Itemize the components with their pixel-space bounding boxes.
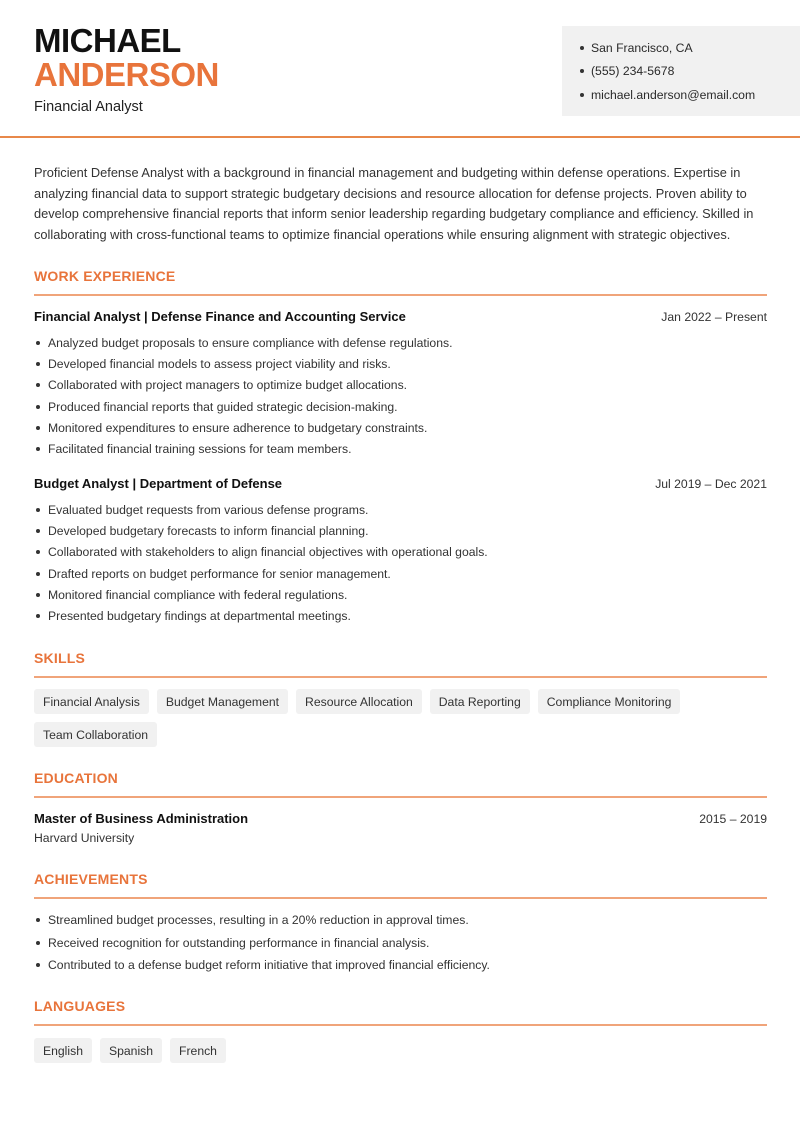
section-divider bbox=[34, 1024, 767, 1026]
job-header bbox=[34, 476, 767, 491]
last-name: ANDERSON bbox=[34, 56, 219, 93]
list-item bbox=[34, 499, 767, 520]
section-divider bbox=[34, 796, 767, 798]
email-text[interactable]: michael.anderson@email.com bbox=[591, 87, 756, 102]
job-heading: Financial Analyst | Defense Finance and Accounting Service bbox=[34, 309, 406, 324]
language-chip: French bbox=[170, 1038, 226, 1063]
list-item bbox=[34, 332, 767, 353]
achievement-text: Contributed to a defense budget reform initiative that improved financial efficiency. bbox=[48, 958, 490, 973]
bullet-text: Collaborated with stakeholders to align financial objectives with operational goals. bbox=[48, 545, 488, 560]
summary-paragraph: Proficient Defense Analyst with a background in financial management and budgeting within defense operations. Expertise in analyzing financial data to support strategic budgetary decisions and resource allocation for defense projects. Proven ability to develop comprehensive financial reports that inform senior leadership regarding budgetary compliance and efficiency. Skilled in collaborating with cross-functional teams to optimize financial operations while ensuring alignment with strategic objectives. bbox=[34, 165, 754, 242]
contact-phone bbox=[580, 60, 800, 84]
skill-chip: Financial Analysis bbox=[34, 689, 149, 714]
bullet-icon bbox=[36, 941, 40, 945]
phone-text: (555) 234-5678 bbox=[591, 64, 675, 79]
bullet-text: Developed budgetary forecasts to inform financial planning. bbox=[48, 523, 369, 538]
job-dates: Jan 2022 – Present bbox=[661, 309, 767, 324]
bullet-icon bbox=[36, 508, 40, 512]
skill-chip: Resource Allocation bbox=[296, 689, 422, 714]
bullet-icon bbox=[36, 362, 40, 366]
bullet-icon bbox=[36, 383, 40, 387]
contact-location bbox=[580, 36, 800, 60]
achievements-list bbox=[34, 909, 767, 977]
bullet-icon bbox=[36, 447, 40, 451]
skill-chip: Budget Management bbox=[157, 689, 288, 714]
bullet-text: Collaborated with project managers to optimize budget allocations. bbox=[48, 378, 408, 393]
bullet-icon bbox=[36, 572, 40, 576]
list-item bbox=[34, 909, 767, 932]
section-title-skills: SKILLS bbox=[34, 650, 85, 666]
bullet-icon bbox=[580, 69, 584, 73]
list-item bbox=[34, 438, 767, 459]
job-title: Financial Analyst bbox=[34, 99, 143, 115]
list-item bbox=[34, 417, 767, 438]
job-header bbox=[34, 309, 767, 324]
bullet-text: Facilitated financial training sessions for team members. bbox=[48, 442, 352, 457]
list-item bbox=[34, 396, 767, 417]
contact-box bbox=[562, 26, 800, 116]
bullet-icon bbox=[36, 918, 40, 922]
bullet-icon bbox=[36, 963, 40, 967]
bullet-icon bbox=[580, 46, 584, 50]
bullet-icon bbox=[36, 593, 40, 597]
bullet-text: Monitored expenditures to ensure adherence to budgetary constraints. bbox=[48, 420, 428, 435]
resume-header bbox=[0, 0, 800, 138]
achievement-text: Received recognition for outstanding performance in financial analysis. bbox=[48, 935, 430, 950]
skills-list bbox=[34, 689, 767, 747]
list-item bbox=[34, 375, 767, 396]
bullet-text: Drafted reports on budget performance for senior management. bbox=[48, 566, 391, 581]
bullet-text: Monitored financial compliance with federal regulations. bbox=[48, 587, 348, 602]
bullet-text: Evaluated budget requests from various defense programs. bbox=[48, 502, 369, 517]
bullet-text: Analyzed budget proposals to ensure compliance with defense regulations. bbox=[48, 335, 453, 350]
list-item bbox=[34, 563, 767, 584]
bullet-text: Developed financial models to assess project viability and risks. bbox=[48, 356, 391, 371]
degree-title: Master of Business Administration bbox=[34, 811, 249, 826]
bullet-text: Produced financial reports that guided strategic decision-making. bbox=[48, 399, 398, 414]
bullet-text: Presented budgetary findings at departmental meetings. bbox=[48, 609, 351, 624]
contact-email[interactable] bbox=[580, 83, 800, 107]
bullet-icon bbox=[36, 529, 40, 533]
section-divider bbox=[34, 294, 767, 296]
first-name: MICHAEL bbox=[34, 22, 181, 59]
section-title-experience: WORK EXPERIENCE bbox=[34, 268, 176, 284]
list-item bbox=[34, 605, 767, 626]
job-heading: Budget Analyst | Department of Defense bbox=[34, 476, 283, 491]
language-chip: English bbox=[34, 1038, 92, 1063]
bullet-icon bbox=[36, 614, 40, 618]
list-item bbox=[34, 542, 767, 563]
section-divider bbox=[34, 676, 767, 678]
list-item bbox=[34, 954, 767, 977]
languages-list bbox=[34, 1038, 767, 1063]
bullet-icon bbox=[36, 341, 40, 345]
education-dates: 2015 – 2019 bbox=[699, 811, 767, 826]
achievement-text: Streamlined budget processes, resulting in a 20% reduction in approval times. bbox=[48, 913, 469, 928]
skill-chip: Data Reporting bbox=[430, 689, 530, 714]
list-item bbox=[34, 932, 767, 955]
location-text: San Francisco, CA bbox=[591, 40, 693, 55]
job-bullets bbox=[34, 499, 767, 627]
language-chip: Spanish bbox=[100, 1038, 162, 1063]
job-bullets bbox=[34, 332, 767, 460]
section-divider bbox=[34, 897, 767, 899]
bullet-icon bbox=[36, 405, 40, 409]
list-item bbox=[34, 353, 767, 374]
section-title-achievements: ACHIEVEMENTS bbox=[34, 871, 148, 887]
list-item bbox=[34, 584, 767, 605]
bullet-icon bbox=[36, 550, 40, 554]
skill-chip: Team Collaboration bbox=[34, 722, 157, 747]
section-title-education: EDUCATION bbox=[34, 770, 118, 786]
section-title-languages: LANGUAGES bbox=[34, 998, 126, 1014]
list-item bbox=[34, 520, 767, 541]
bullet-icon bbox=[580, 93, 584, 97]
job-dates: Jul 2019 – Dec 2021 bbox=[655, 476, 767, 491]
education-header bbox=[34, 811, 767, 826]
school-name: Harvard University bbox=[34, 831, 135, 845]
skill-chip: Compliance Monitoring bbox=[538, 689, 681, 714]
bullet-icon bbox=[36, 426, 40, 430]
